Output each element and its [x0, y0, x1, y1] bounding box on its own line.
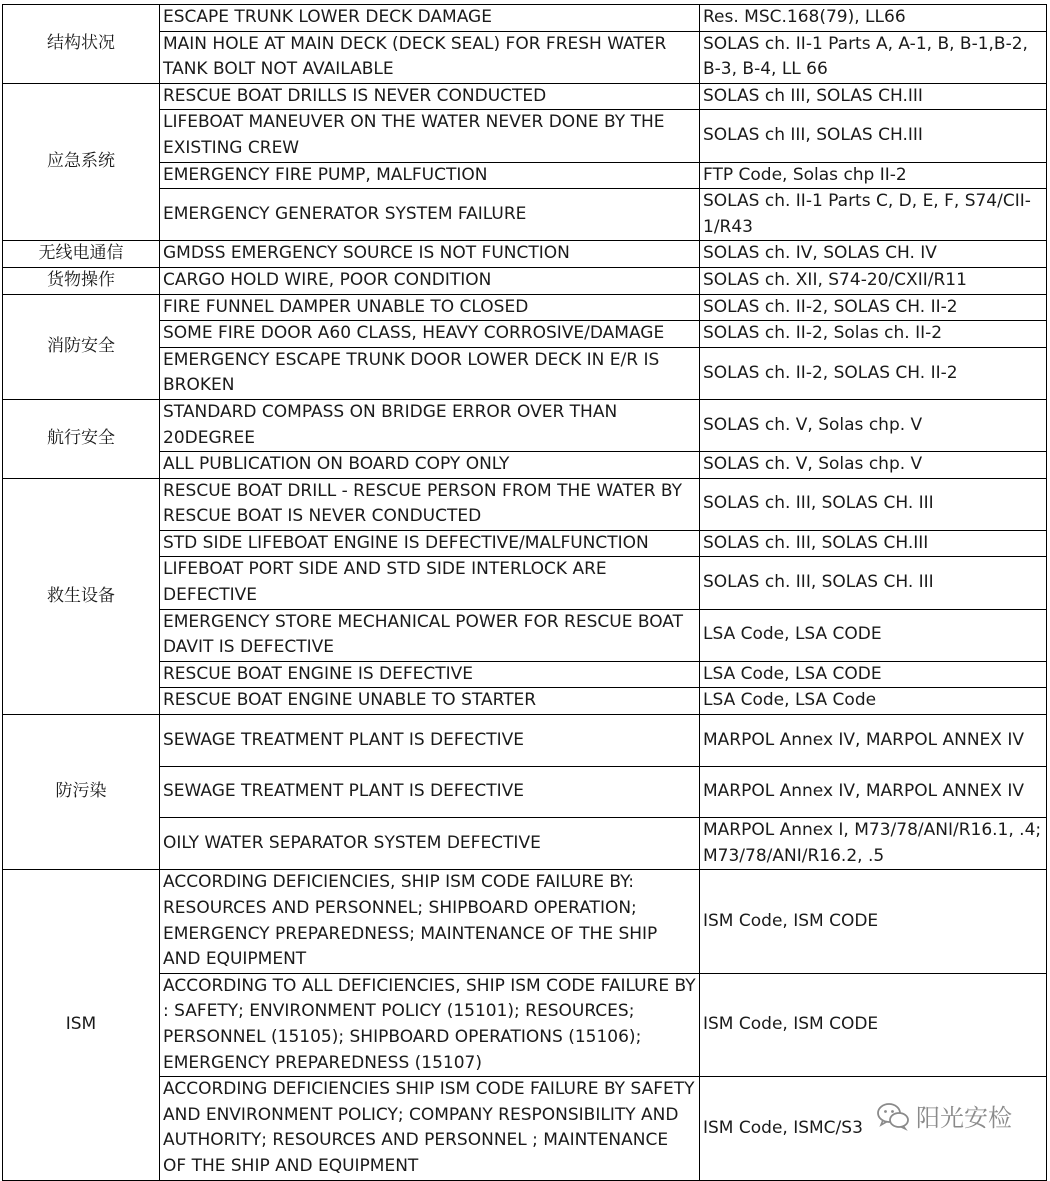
reference-cell: SOLAS ch. IV, SOLAS CH. IV [700, 241, 1047, 268]
deficiency-cell: SOME FIRE DOOR A60 CLASS, HEAVY CORROSIVE/DAMAGE [160, 321, 700, 348]
deficiency-cell: EMERGENCY GENERATOR SYSTEM FAILURE [160, 189, 700, 241]
table-row [3, 818, 1047, 870]
deficiency-table-body [3, 5, 1047, 1181]
deficiency-cell: STD SIDE LIFEBOAT ENGINE IS DEFECTIVE/MALFUNCTION [160, 530, 700, 557]
deficiency-cell: EMERGENCY STORE MECHANICAL POWER FOR RESCUE BOAT DAVIT IS DEFECTIVE [160, 609, 700, 661]
category-cell: 无线电通信 [3, 241, 160, 268]
table-row [3, 530, 1047, 557]
wechat-icon [876, 1101, 910, 1131]
table-row [3, 5, 1047, 32]
reference-cell: MARPOL Annex I, M73/78/ANI/R16.1, .4; M73/78/ANI/R16.2, .5 [700, 818, 1047, 870]
deficiency-cell: LIFEBOAT MANEUVER ON THE WATER NEVER DONE BY THE EXISTING CREW [160, 110, 700, 162]
category-cell: 结构状况 [3, 5, 160, 84]
reference-cell: SOLAS ch. III, SOLAS CH. III [700, 557, 1047, 609]
reference-cell: SOLAS ch. II-1 Parts C, D, E, F, S74/CII-1/R43 [700, 189, 1047, 241]
table-row [3, 294, 1047, 321]
reference-cell: LSA Code, LSA Code [700, 688, 1047, 715]
category-cell: 航行安全 [3, 399, 160, 478]
reference-cell: SOLAS ch III, SOLAS CH.III [700, 83, 1047, 110]
reference-cell: LSA Code, LSA CODE [700, 661, 1047, 688]
deficiency-cell: RESCUE BOAT DRILL - RESCUE PERSON FROM THE WATER BY RESCUE BOAT IS NEVER CONDUCTED [160, 478, 700, 530]
reference-cell: ISM Code, ISM CODE [700, 973, 1047, 1076]
deficiency-cell: ACCORDING DEFICIENCIES SHIP ISM CODE FAILURE BY SAFETY AND ENVIRONMENT POLICY; COMPANY RESPONSIBILITY AND AUTHORITY; RESOURCES AND PERSONNEL ; MAINTENANCE OF THE SHIP AND EQUIPMENT [160, 1077, 700, 1180]
deficiency-cell: LIFEBOAT PORT SIDE AND STD SIDE INTERLOCK ARE DEFECTIVE [160, 557, 700, 609]
deficiency-cell: SEWAGE TREATMENT PLANT IS DEFECTIVE [160, 766, 700, 818]
reference-cell: ISM Code, ISM CODE [700, 870, 1047, 973]
reference-cell: MARPOL Annex IV, MARPOL ANNEX IV [700, 766, 1047, 818]
reference-cell: SOLAS ch. II-2, SOLAS CH. II-2 [700, 347, 1047, 399]
reference-cell: SOLAS ch. XII, S74-20/CXII/R11 [700, 267, 1047, 294]
reference-cell: LSA Code, LSA CODE [700, 609, 1047, 661]
deficiency-table [2, 4, 1047, 1181]
category-cell: 消防安全 [3, 294, 160, 399]
category-cell: 防污染 [3, 715, 160, 870]
reference-cell: SOLAS ch III, SOLAS CH.III [700, 110, 1047, 162]
deficiency-cell: ESCAPE TRUNK LOWER DECK DAMAGE [160, 5, 700, 32]
table-row [3, 31, 1047, 83]
category-cell: 货物操作 [3, 267, 160, 294]
deficiency-cell: EMERGENCY ESCAPE TRUNK DOOR LOWER DECK IN E/R IS BROKEN [160, 347, 700, 399]
table-row [3, 688, 1047, 715]
deficiency-cell: RESCUE BOAT DRILLS IS NEVER CONDUCTED [160, 83, 700, 110]
deficiency-cell: ALL PUBLICATION ON BOARD COPY ONLY [160, 452, 700, 479]
table-row [3, 766, 1047, 818]
deficiency-cell: EMERGENCY FIRE PUMP, MALFUCTION [160, 162, 700, 189]
table-row [3, 452, 1047, 479]
deficiency-cell: RESCUE BOAT ENGINE UNABLE TO STARTER [160, 688, 700, 715]
reference-cell: FTP Code, Solas chp II-2 [700, 162, 1047, 189]
reference-cell: SOLAS ch. V, Solas chp. V [700, 399, 1047, 451]
reference-cell: SOLAS ch. III, SOLAS CH. III [700, 478, 1047, 530]
watermark-text: 阳光安检 [916, 1104, 1012, 1132]
reference-cell: MARPOL Annex IV, MARPOL ANNEX IV [700, 715, 1047, 767]
table-row [3, 241, 1047, 268]
table-row [3, 478, 1047, 530]
deficiency-cell: SEWAGE TREATMENT PLANT IS DEFECTIVE [160, 715, 700, 767]
table-row [3, 189, 1047, 241]
deficiency-cell: FIRE FUNNEL DAMPER UNABLE TO CLOSED [160, 294, 700, 321]
table-row [3, 347, 1047, 399]
reference-cell: SOLAS ch. III, SOLAS CH.III [700, 530, 1047, 557]
table-row [3, 399, 1047, 451]
category-cell: ISM [3, 870, 160, 1180]
reference-cell: SOLAS ch. II-1 Parts A, A-1, B, B-1,B-2, B-3, B-4, LL 66 [700, 31, 1047, 83]
deficiency-cell: CARGO HOLD WIRE, POOR CONDITION [160, 267, 700, 294]
table-row [3, 83, 1047, 110]
reference-cell: SOLAS ch. V, Solas chp. V [700, 452, 1047, 479]
table-row [3, 267, 1047, 294]
reference-cell: Res. MSC.168(79), LL66 [700, 5, 1047, 32]
reference-cell: ISM Code, ISMC/S3 [700, 1077, 1047, 1180]
table-row [3, 321, 1047, 348]
table-row [3, 557, 1047, 609]
category-cell: 救生设备 [3, 478, 160, 714]
table-row [3, 715, 1047, 767]
deficiency-cell: STANDARD COMPASS ON BRIDGE ERROR OVER THAN 20DEGREE [160, 399, 700, 451]
watermark [872, 1096, 1016, 1135]
table-row [3, 110, 1047, 162]
category-cell: 应急系统 [3, 83, 160, 241]
table-row [3, 870, 1047, 973]
table-row [3, 973, 1047, 1076]
deficiency-cell: ACCORDING DEFICIENCIES, SHIP ISM CODE FAILURE BY: RESOURCES AND PERSONNEL; SHIPBOARD OPERATION; EMERGENCY PREPAREDNESS; MAINTENANCE OF THE SHIP AND EQUIPMENT [160, 870, 700, 973]
deficiency-cell: MAIN HOLE AT MAIN DECK (DECK SEAL) FOR FRESH WATER TANK BOLT NOT AVAILABLE [160, 31, 700, 83]
deficiency-cell: OILY WATER SEPARATOR SYSTEM DEFECTIVE [160, 818, 700, 870]
reference-cell: SOLAS ch. II-2, SOLAS CH. II-2 [700, 294, 1047, 321]
table-row [3, 162, 1047, 189]
table-row [3, 609, 1047, 661]
table-row [3, 661, 1047, 688]
deficiency-cell: GMDSS EMERGENCY SOURCE IS NOT FUNCTION [160, 241, 700, 268]
deficiency-cell: ACCORDING TO ALL DEFICIENCIES, SHIP ISM CODE FAILURE BY : SAFETY; ENVIRONMENT POLICY (15101); RESOURCES; PERSONNEL (15105); SHIPBOARD OPERATIONS (15106); EMERGENCY PREPAREDNESS (15107) [160, 973, 700, 1076]
deficiency-cell: RESCUE BOAT ENGINE IS DEFECTIVE [160, 661, 700, 688]
reference-cell: SOLAS ch. II-2, Solas ch. II-2 [700, 321, 1047, 348]
